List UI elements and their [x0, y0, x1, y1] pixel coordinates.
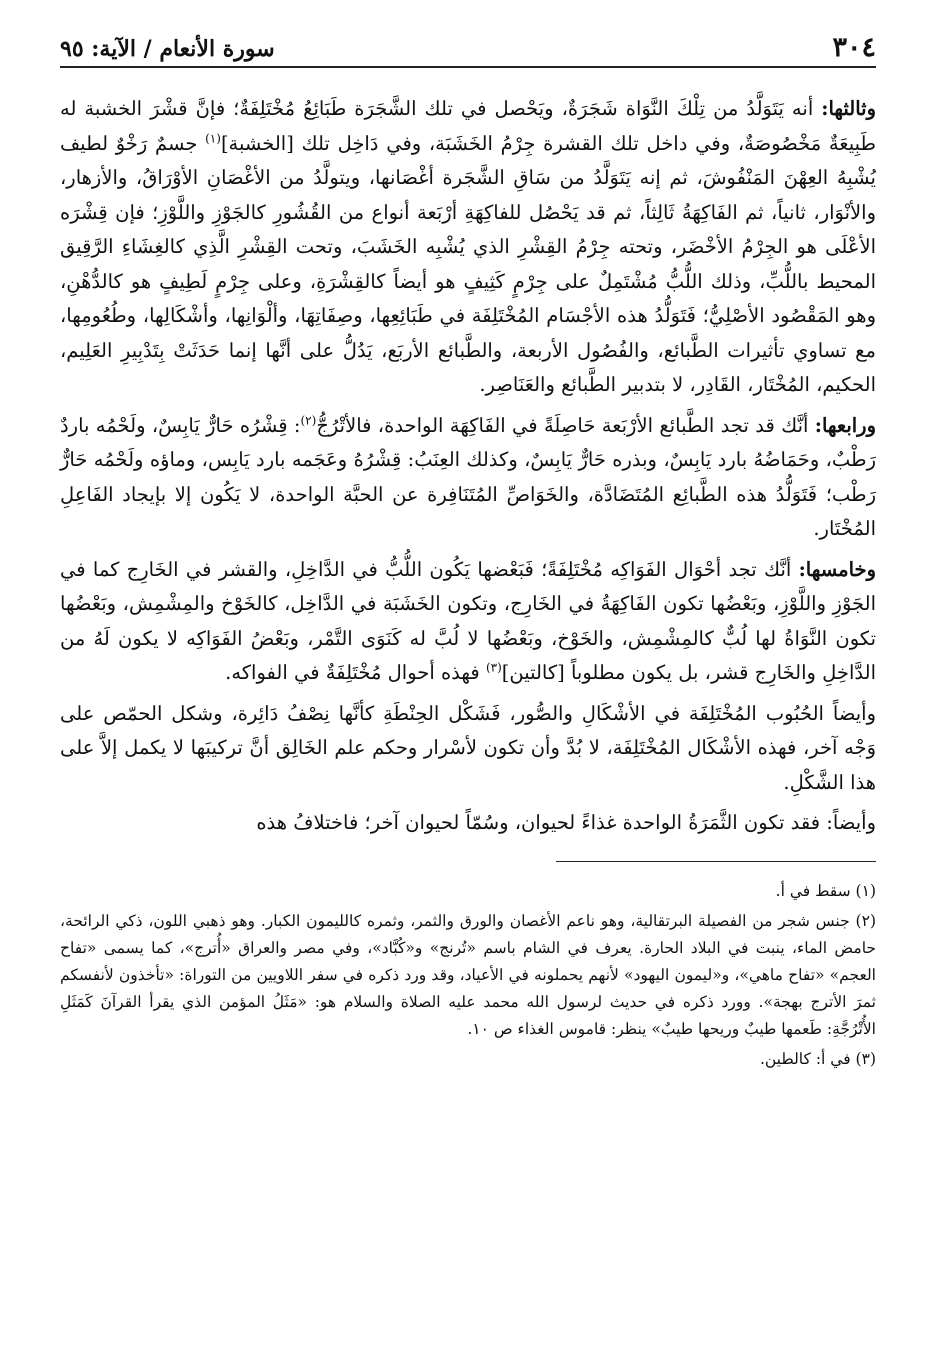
page-header [60, 30, 876, 68]
footnote-number: (١) [855, 881, 876, 900]
footnote-text: جنس شجر من الفصيلة البرتقالية، وهو ناعم الأغصان والورق والثمر، وثمره كالليمون الكبار. وهو ذهبي اللون، ذكي الرائحة، حامض الماء، ينبت في البلاد الحارة. يعرف في الشام باسم «تُرنج» و«كُبَّاد»، وفي مصر والعراق «أُترج»، كما يسمى «تفاح العجم» «تفاح ماهي»، و«ليمون اليهود» لأنهم يحملونه في الأعياد، وقد ورد ذكره في سفر اللاويين من التوراة: «تأخذون لأنفسكم ثمرَ الأترج بهجة». وورد ذكره في حديث لرسول الله محمد عليه الصلاة والسلام هو: «مَثَلُ المؤمن الذي يقرأ القرآنَ كَمَثَلِ الأُتْرُجَّةِ: طَعمها طيبٌ وريحها طيبٌ» ينظر: قاموس الغذاء ص ١٠. [60, 911, 876, 1038]
footnote-marker: (٣) [485, 660, 502, 675]
footnote-3 [60, 1046, 876, 1073]
footnote-text: في أ: كالطين. [759, 1049, 856, 1068]
running-title: سورة الأنعام / الآية: ٩٥ [60, 36, 275, 62]
footnote-divider [556, 861, 876, 862]
book-page [60, 30, 876, 1340]
paragraph-fourth [60, 409, 876, 547]
footnote-marker: (١) [205, 131, 221, 145]
footnote-marker: (٢) [300, 413, 317, 427]
paragraph-fruit-poison [60, 806, 876, 841]
paragraph-text: وأيضاً: فقد تكون الثَّمَرَةُ الواحدة غذاءً لحيوان، وسُمّاً لحيوان آخر؛ فاختلافُ هذه [256, 811, 876, 834]
paragraph-text-continued: فهذه أحوال مُخْتَلِفَةٌ في الفواكه. [225, 661, 486, 684]
paragraph-text-continued: : قِشْرُه حَارٌّ يَابِسٌ، ولَحْمُه باردٌ رَطْبٌ، وحَمَاضُهُ بارد يَابِسٌ، وبذره حَارٌّ يَابِسٌ، وكذلك العِنَبُ: قِشْرُهُ وعَجَمه بارد يَابِس، وماؤه ولَحْمُه حَارٌّ رَطْب؛ فَتَوَلُّدُ هذه الطَّبائِع المُتَضَادَّة، والخَوَاصِّ المُتَنَافِرة عن الحبَّة الواحدة، لا يَكُون إلا بإيجاد الفَاعِلِ المُخْتَار. [60, 413, 876, 540]
paragraph-lead: وخامسها: [798, 557, 876, 581]
footnote-1 [60, 878, 876, 905]
footnote-number: (٣) [855, 1049, 876, 1068]
paragraph-text: أنَّك قد تجد الطَّبائع الأرْبَعة حَاصِلَةً في الفَاكِهَة الواحدة، فالأتْرُجُّ [316, 413, 815, 437]
footnote-2 [60, 908, 876, 1043]
paragraph-third [60, 92, 876, 403]
footnote-number: (٢) [855, 911, 876, 930]
paragraph-lead: ورابعها: [814, 413, 876, 437]
paragraph-fifth [60, 553, 876, 691]
paragraph-lead: وثالثها: [821, 97, 876, 120]
page-number: ٣٠٤ [832, 32, 876, 63]
paragraph-text-continued: جسمٌ رَخْوٌ لطيف يُشْبِهُ العِهْنَ المَنْفُوشَ، ثم إنه يَتَوَلَّدُ من سَاقِ الشَّجَرة أغْصَانها، ويتولَّدُ من الأغْصَانِ الأوْرَاقُ، والأزهار، والأنْوَار، ثانياً، ثم الفَاكِهَةُ ثَالِثاً، ثم قد يَحْصُل للفاكِهَةِ أرْبَعة أنواع من القُشُورِ كالجَوْزِ واللَّوْزِ؛ فإن قِشْرَه الأعْلَى هو الجِرْمُ الأخْضَر، وتحته جِرْمُ القِشْرِ الذي يُشْبِه الخَشَبَ، وتحت القِشْرِ الَّذِي كالغِشَاءِ الرَّقِيق المحيط باللُّبِّ، وذلك اللُّبُّ مُشْتَمِلٌ على جِرْمٍ كَثِيفٍ هو أيضاً كالقِشْرَةِ، وعلى جِرْمٍ لَطِيفٍ هو كالدُّهْنِ، وهو المَقْصُود الأصْلِيُّ؛ فَتَوَلُّدُ هذه الأجْسَام المُخْتَلِفَة في طَبَائِعِها، وصِفَاتِهَا، وألْوَانِها، وأشْكَالِها، وطُعُومِها، مع تساوي تأثيرات الطَّبائع، والفُصُول الأربعة، والطَّبائع الأربَع، يَدُلُّ على أنَّها إنما حَدَثَتْ بِتَدْبِيرِ العَلِيم، الحكيم، المُخْتَار، القَادِر، لا بتدبير الطَّبائع والعَنَاصِر. [60, 131, 876, 396]
paragraph-text: أنه يَتَوَلَّدُ من تِلْكَ النَّوَاة شَجَرَةٌ، ويَحْصل في تلك الشَّجَرَة طَبَائِعُ مُخْتَلِفَةٌ؛ فإنَّ قشْرَ الخشبة له طَبِيعَةٌ مَخْصُوصَةٌ، وفي داخل تلك القشرة جِرْمُ الخَشَبَة، وفي دَاخِل تلك [الخشبة] [60, 97, 876, 155]
main-text [60, 92, 876, 841]
footnotes [60, 878, 876, 1073]
paragraph-text: أنَّك تجد أحْوَال الفَوَاكِه مُخْتَلِفَةً؛ فَبَعْضها يَكُون اللُّبُّ في الدَّاخِلِ، والقشر في الخَارِج كما في الجَوْزِ واللَّوْزِ، وبَعْضُها تكون الفَاكِهَةُ في الخَارِج، وتكون الخَشَبَة في الدَّاخِل، كالخَوْخ والمِشْمِش، وبَعْضُها تكون النَّوَاةُ لها لُبٌّ كالمِشْمِش، والخَوْخ، وبَعْضُها لا لُبَّ له كَنَوَى التَّمْر، وبَعْضُ الفَوَاكِه لا يكون لَهُ من الدَّاخِلِ والخَارِج قشر، بل يكون مطلوباً [كالتين] [60, 557, 876, 684]
footnote-text: سقط في أ. [775, 881, 856, 900]
paragraph-grains [60, 697, 876, 801]
paragraph-text: وأيضاً الحُبُوب المُخْتَلِفَة في الأشْكَالِ والصُّور، فَشَكْل الحِنْطَةِ كأنَّها نِصْفُ دَائِرة، وشكل الحمّص على وَجْه آخر، فهذه الأشْكَال المُخْتَلِفَة، لا بُدَّ وأن تكون لأسْرار وحكم علم الخَالِق أنَّ تركيبَها لا يكمل إلاَّ على هذا الشَّكْلِ. [60, 701, 876, 794]
